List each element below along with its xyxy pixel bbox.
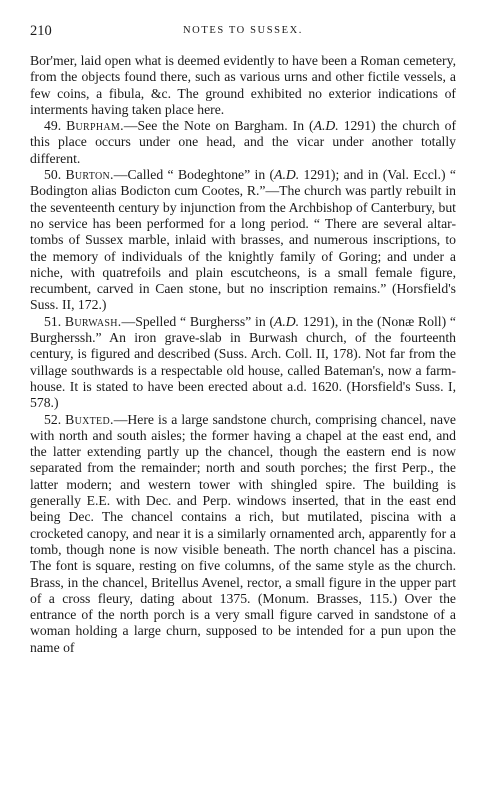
book-page [30,22,456,656]
entry-reference: A.D. [313,118,339,134]
page-header [30,22,456,40]
note-entry-50 [30,167,456,314]
paragraph-continuation [30,53,456,118]
note-entry-51 [30,314,456,412]
entry-heading: Buxted. [65,411,114,427]
body-text [30,53,456,656]
entry-text-continued: 1291) the church of this place occurs under one head, and the vicar under another totally different. [30,118,457,166]
entry-heading: Burwash. [64,313,122,329]
paragraph-text: Bor'mer, laid open what is deemed evidently to have been a Roman cemetery, from the objects found there, such as various urns and other fictile vessels, a few coins, a fibula, &c. The ground exhibited no exterior indications of interments having taken place here. [30,53,456,117]
entry-reference: A.D. [274,167,300,183]
note-entry-49 [30,118,456,167]
entry-heading: Burpham. [66,118,124,134]
entry-number: 52. [44,411,62,427]
entry-number: 51. [44,313,62,329]
running-head: NOTES TO SUSSEX. [182,25,304,36]
entry-text-continued: 1291), in the (Nonæ Roll) “ Burgherssh.” An iron grave-slab in Burwash church, of the fourteenth century, is figured and described (Suss. Arch. Coll. II, 178). Not far from the village southwards is a respectable old house, called Bateman's, now a farm-house. It is stated to have been erected about a.d. 1620. (Horsfield's Suss. I, 578.) [30,313,456,411]
page-number: 210 [30,23,52,39]
entry-text: —Called “ Bodeghtone” in ( [113,167,275,183]
note-entry-52 [30,412,456,656]
entry-text-continued: 1291); and in (Val. Eccl.) “ Bodington alias Bodicton cum Cootes, R.”—The church was partly rebuilt in the seventeenth century by injunction from the Archbishop of Canterbury, but no service has been performed for a long period. “ There are several altar-tombs of Sussex marble, inlaid with brasses, and numerous inscriptions, to the memory of individuals of the knightly family of Goring; and under a niche, with quatrefoils and plain escutcheons, is a small female figure, recumbent, carved in Caen stone, but no inscription remains.” (Horsfield's Suss. II, 172.) [30,167,457,313]
entry-text: —See the Note on Bargham. In ( [123,118,314,134]
entry-text: —Here is a large sandstone church, comprising chancel, nave with north and south aisles; the former having a chapel at the east end, and the latter extending partly up the chancel, though the eastern end is now separated from the remainder; north and south porches; the first Perp., the latter modern; and western tower with shingled spire. The building is generally E.E. with Dec. and Perp. windows inserted, that in the east end being Dec. The chancel contains a rich, but mutilated, piscina with a crocketed canopy, and near it is a similarly ornamented arch, apparently for a tomb, though none is now visible beneath. The north chancel has a piscina. The font is square, resting on five columns, of the same style as the church. Brass, in the chancel, Britellus Avenel, rector, a small figure in the upper part of a cross fleury, dating about 1375. (Monum. Brasses, 115.) Over the entrance of the north porch is a very small figure carved in sandstone of a woman holding a large churn, supposed to be intended for a pun upon the name of [30,411,457,655]
entry-heading: Burton. [65,167,114,183]
entry-reference: A.D. [274,313,300,329]
entry-number: 50. [44,167,62,183]
entry-text: —Spelled “ Burgherss” in ( [121,313,275,329]
entry-number: 49. [44,118,62,134]
